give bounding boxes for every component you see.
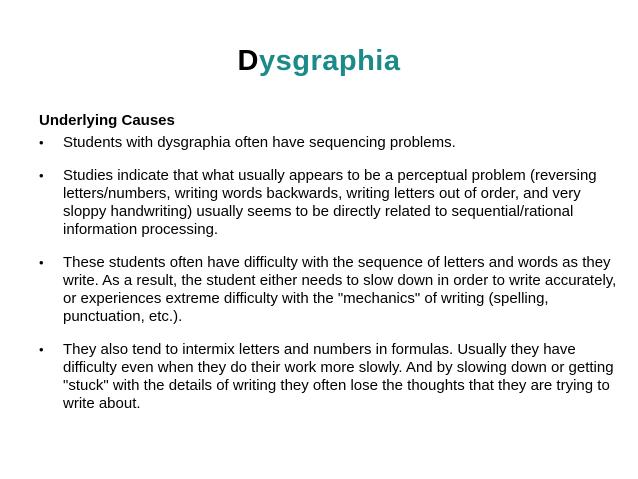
bullet-item (39, 134, 619, 152)
bullet-text: They also tend to intermix letters and numbers in formulas. Usually they have difficulty even when they do their work more slowly. And by slowing down or getting "stuck" with the details of writing they often lose the thoughts that they are trying to write about. (63, 341, 614, 412)
bullet-list (39, 134, 619, 413)
bullet-dot-icon: • (39, 168, 44, 183)
section-heading: Underlying Causes (39, 112, 175, 129)
slide-title (0, 44, 638, 78)
title-first-letter: D (237, 45, 259, 77)
bullet-dot-icon: • (39, 255, 44, 270)
bullet-item (39, 341, 619, 413)
bullet-dot-icon: • (39, 342, 44, 357)
bullet-text: Studies indicate that what usually appears to be a perceptual problem (reversing letters/numbers, writing words backwards, writing letters out of order, and very sloppy handwriting) usually seems to be directly related to sequential/rational information processing. (63, 167, 597, 238)
bullet-item (39, 254, 619, 326)
bullet-item (39, 167, 619, 239)
bullet-dot-icon: • (39, 135, 44, 150)
slide-content (39, 112, 619, 428)
bullet-text: These students often have difficulty with the sequence of letters and words as they write. As a result, the student either needs to slow down in order to write accurately, or experiences extreme difficulty with the "mechanics" of writing (spelling, punctuation, etc.). (63, 254, 617, 325)
title-rest: ysgraphia (258, 45, 401, 77)
bullet-text: Students with dysgraphia often have sequencing problems. (63, 134, 456, 151)
